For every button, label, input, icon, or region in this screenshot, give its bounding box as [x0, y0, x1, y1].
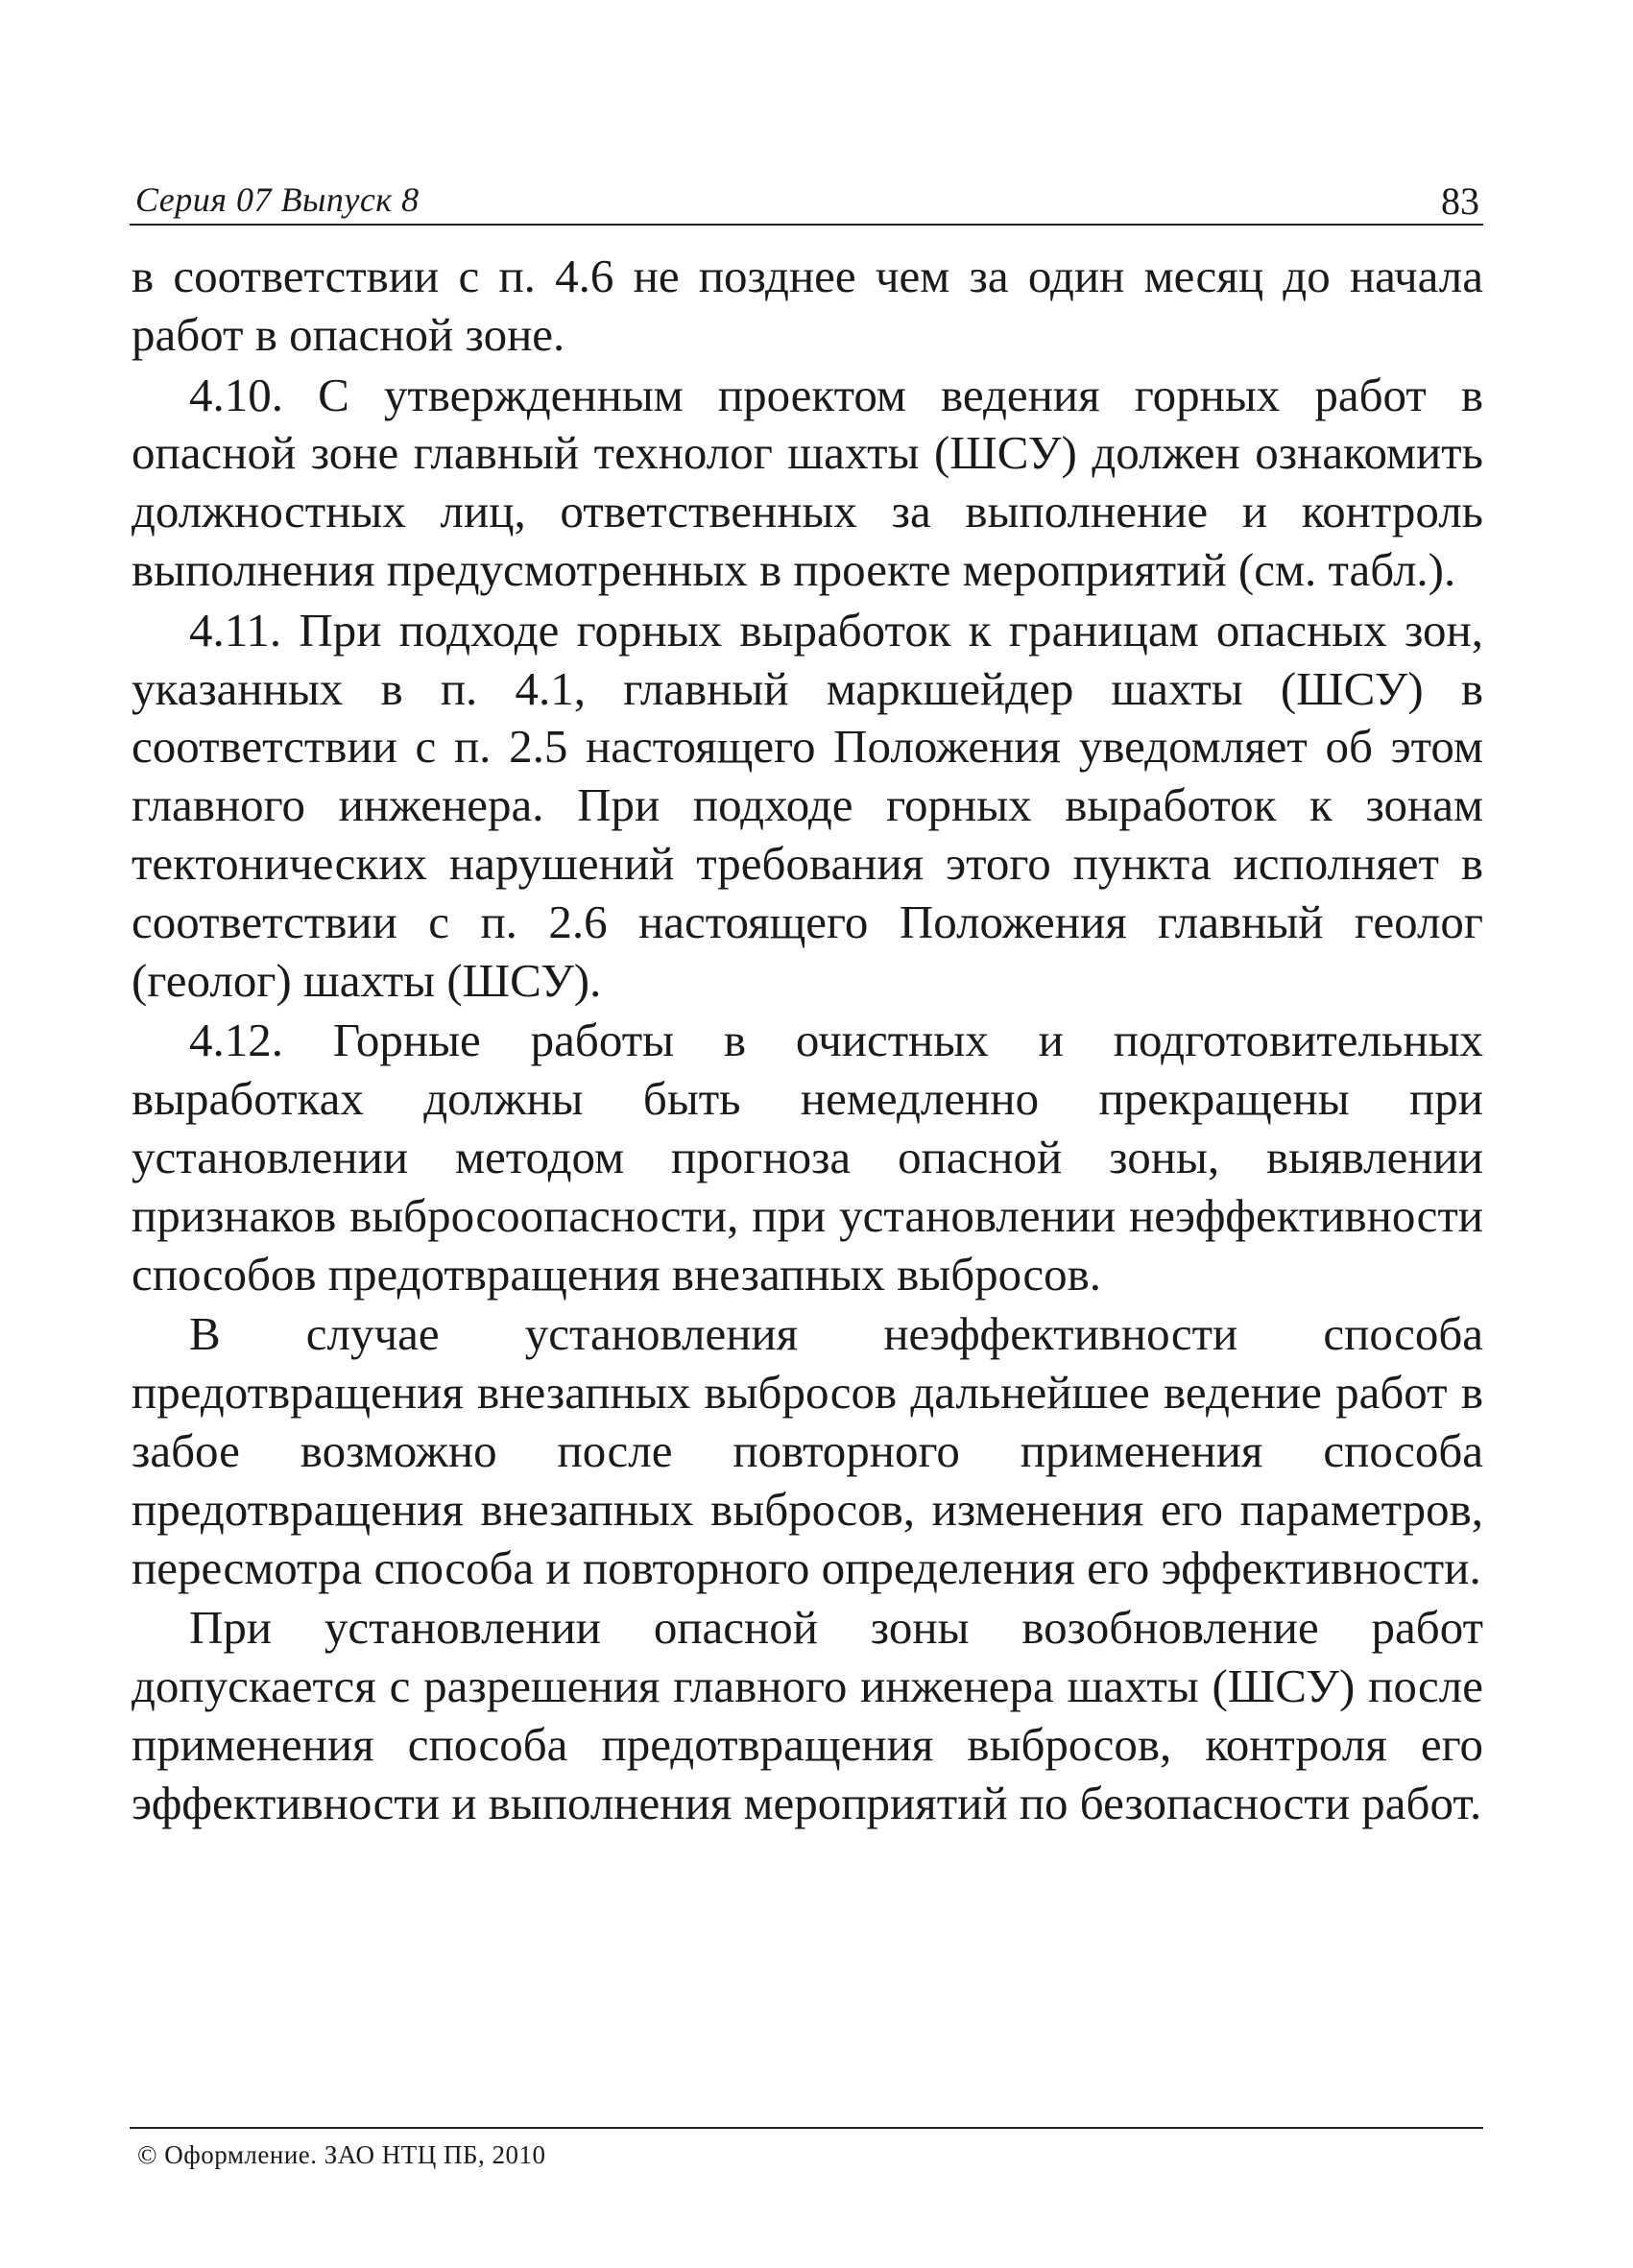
paragraph-continuation: в соответствии с п. 4.6 не позднее чем за один месяц до начала работ в опасной зоне. [132, 250, 1483, 361]
footer-copyright: © Оформление. ЗАО НТЦ ПБ, 2010 [137, 2140, 546, 2169]
series-label: Серия 07 Выпуск 8 [135, 180, 420, 219]
page-header [130, 176, 1483, 226]
paragraph-ineffective-method: В случае установления неэффективности способа предотвращения внезапных выбросов дальнейшее ведение работ в забое возможно после повторного применения способа предотвращения внезапных выбросов, изменения его параметров, пересмотра способа и повторного определения его эффективности. [132, 1307, 1483, 1594]
footer-divider [130, 2127, 1483, 2129]
page-number: 83 [1441, 179, 1479, 223]
document-body [132, 248, 1483, 1833]
paragraph-4-11: 4.11. При подходе горных выработок к границам опасных зон, указанных в п. 4.1, главный маркшейдер шахты (ШСУ) в соответствии с п. 2.5 настоящего Положения уведомляет об этом главного инженера. При подходе горных выработок к зонам тектонических нарушений требования этого пункта исполняет в соответствии с п. 2.6 настоящего Положения главный геолог (геолог) шахты (ШСУ). [132, 603, 1483, 1007]
paragraph-4-10: 4.10. С утвержденным проектом ведения горных работ в опасной зоне главный технолог шахты (ШСУ) должен ознакомить должностных лиц, ответственных за выполнение и контроль выполнения предусмотренных в проекте мероприятий (см. табл.). [132, 368, 1483, 596]
paragraph-resumption: При установлении опасной зоны возобновление работ допускается с разрешения главного инженера шахты (ШСУ) после применения способа предотвращения выбросов, контроля его эффективности и выполнения мероприятий по безопасности работ. [132, 1601, 1483, 1829]
paragraph-4-12: 4.12. Горные работы в очистных и подготовительных выработках должны быть немедленно прекращены при установлении методом прогноза опасной зоны, выявлении признаков выбросоопасности, при установлении неэффективности способов предотвращения внезапных выбросов. [132, 1014, 1483, 1301]
